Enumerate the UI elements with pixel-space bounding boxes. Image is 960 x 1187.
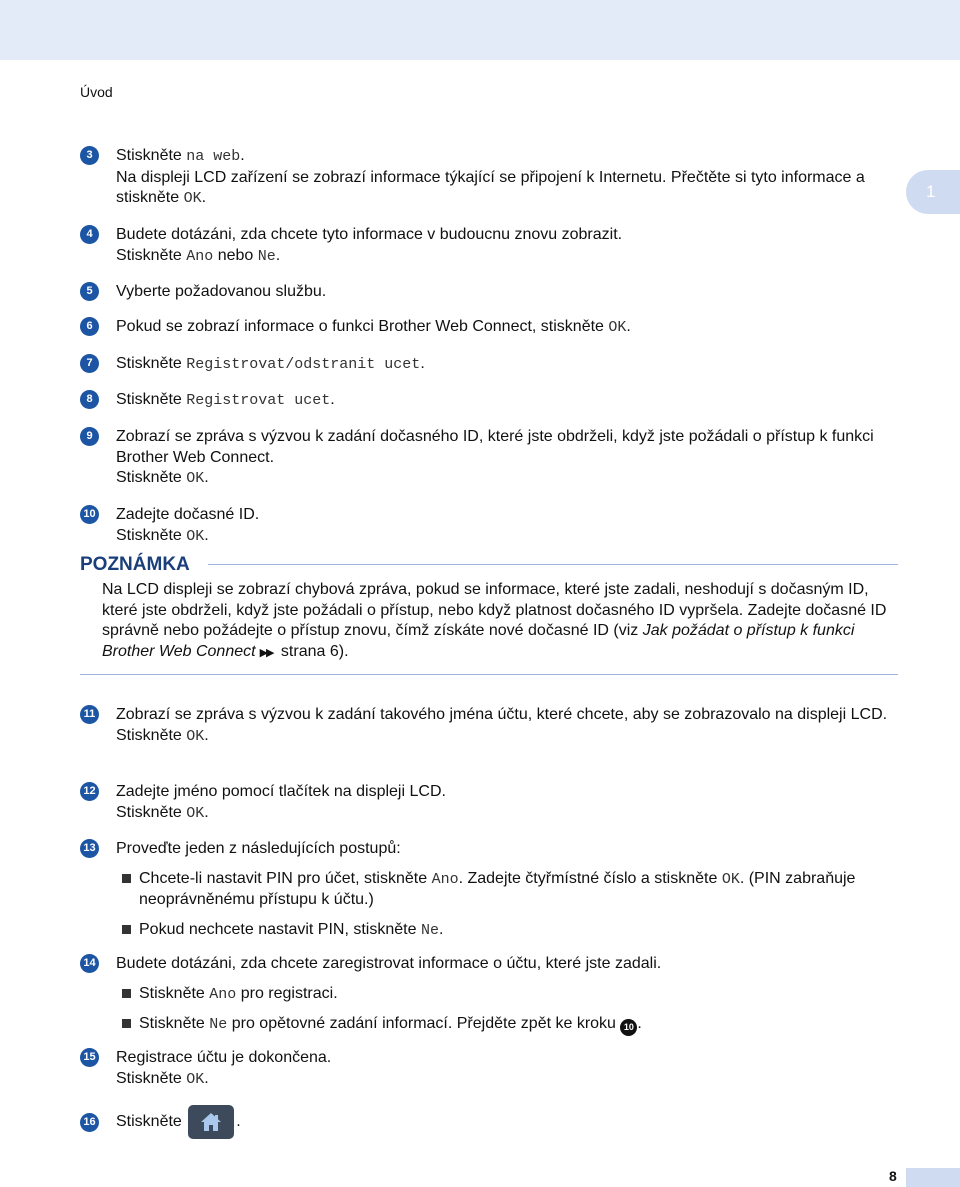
page-number: 8: [889, 1168, 897, 1184]
note-divider: [208, 564, 898, 565]
step-8: 8 Stiskněte Registrovat ucet.: [80, 390, 900, 412]
bullet-square-icon: [122, 989, 131, 998]
top-band: [0, 0, 960, 60]
step-number: 11: [80, 705, 99, 724]
step-5: 5 Vyberte požadovanou službu.: [80, 282, 900, 303]
bullet-item: Stiskněte Ano pro registraci.: [122, 984, 900, 1006]
step-16: 16 Stiskněte .: [80, 1113, 900, 1139]
step-4: 4 Budete dotázáni, zda chcete tyto informace v budoucnu znovu zobrazit. Stiskněte Ano nebo Ne.: [80, 225, 900, 267]
step-7: 7 Stiskněte Registrovat/odstranit ucet.: [80, 354, 900, 376]
step-number: 8: [80, 390, 99, 409]
step-ref-10: 10: [620, 1019, 637, 1036]
note-body: Na LCD displeji se zobrazí chybová zpráva, pokud se informace, které jste zadali, neshodují s dočasným ID, které jste obdrželi, když jste požádali o přístup, nebo když platnost dočasného ID vypršela. Zadejte dočasné ID správně nebo požádejte o přístup znovu, čímž získáte nové dočasné ID (viz Jak požádat o přístup k funkci Brother Web Connect ▶▶ strana 6).: [102, 581, 887, 660]
bullet-square-icon: [122, 1019, 131, 1028]
step-number: 3: [80, 146, 99, 165]
home-button-icon[interactable]: [188, 1105, 234, 1139]
step-number: 4: [80, 225, 99, 244]
step-number: 10: [80, 505, 99, 524]
bullet-item: Pokud nechcete nastavit PIN, stiskněte Ne.: [122, 920, 900, 942]
step-number: 13: [80, 839, 99, 858]
step-number: 15: [80, 1048, 99, 1067]
note-title: POZNÁMKA: [80, 554, 190, 575]
step-number: 9: [80, 427, 99, 446]
note-divider-bottom: [80, 674, 898, 675]
step-13: 13 Proveďte jeden z následujících postupů: Chcete-li nastavit PIN pro účet, stiskněte Ano. Zadejte čtyřmístné číslo a stiskněte OK. (PIN zabraňuje neoprávněnému přístupu k účtu.) Pokud nechcete nastavit PIN, stiskněte Ne.: [80, 839, 900, 941]
step-number: 6: [80, 317, 99, 336]
step-number: 16: [80, 1113, 99, 1132]
bullet-square-icon: [122, 925, 131, 934]
double-arrow-icon: ▶▶: [259, 646, 273, 659]
step-number: 14: [80, 954, 99, 973]
step-15: 15 Registrace účtu je dokončena. Stiskněte OK.: [80, 1048, 900, 1090]
step-14: 14 Budete dotázáni, zda chcete zaregistrovat informace o účtu, které jste zadali. Stiskněte Ano pro registraci. Stiskněte Ne pro opětovné zadání informací. Přejděte zpět ke kroku 10 .: [80, 954, 900, 1036]
step-3: 3 Stiskněte na web. Na displeji LCD zařízení se zobrazí informace týkající se připojení k Internetu. Přečtěte si tyto informace a stiskněte OK.: [80, 146, 900, 210]
step-number: 7: [80, 354, 99, 373]
step-11: 11 Zobrazí se zpráva s výzvou k zadání takového jména účtu, které chcete, aby se zobrazovalo na displeji LCD. Stiskněte OK.: [80, 705, 900, 747]
page-tab: [906, 1168, 960, 1187]
step-6: 6 Pokud se zobrazí informace o funkci Brother Web Connect, stiskněte OK.: [80, 317, 900, 339]
step-12: 12 Zadejte jméno pomocí tlačítek na displeji LCD. Stiskněte OK.: [80, 782, 900, 824]
step-number: 12: [80, 782, 99, 801]
note-link[interactable]: Jak požádat o přístup k funkci Brother Web Connect: [102, 622, 855, 660]
step-10: 10 Zadejte dočasné ID. Stiskněte OK.: [80, 505, 900, 547]
home-icon: [188, 1105, 234, 1139]
step-number: 5: [80, 282, 99, 301]
bullet-square-icon: [122, 874, 131, 883]
step-9: 9 Zobrazí se zpráva s výzvou k zadání dočasného ID, které jste obdrželi, když jste požádali o přístup k funkci Brother Web Connect. Stiskněte OK.: [80, 427, 900, 490]
bullet-item: Chcete-li nastavit PIN pro účet, stiskněte Ano. Zadejte čtyřmístné číslo a stiskněte OK. (PIN zabraňuje neoprávněnému přístupu k účtu.): [122, 869, 900, 911]
header-label: Úvod: [80, 84, 113, 100]
chapter-tab: 1: [906, 170, 960, 214]
bullet-item: Stiskněte Ne pro opětovné zadání informací. Přejděte zpět ke kroku 10 .: [122, 1014, 900, 1036]
